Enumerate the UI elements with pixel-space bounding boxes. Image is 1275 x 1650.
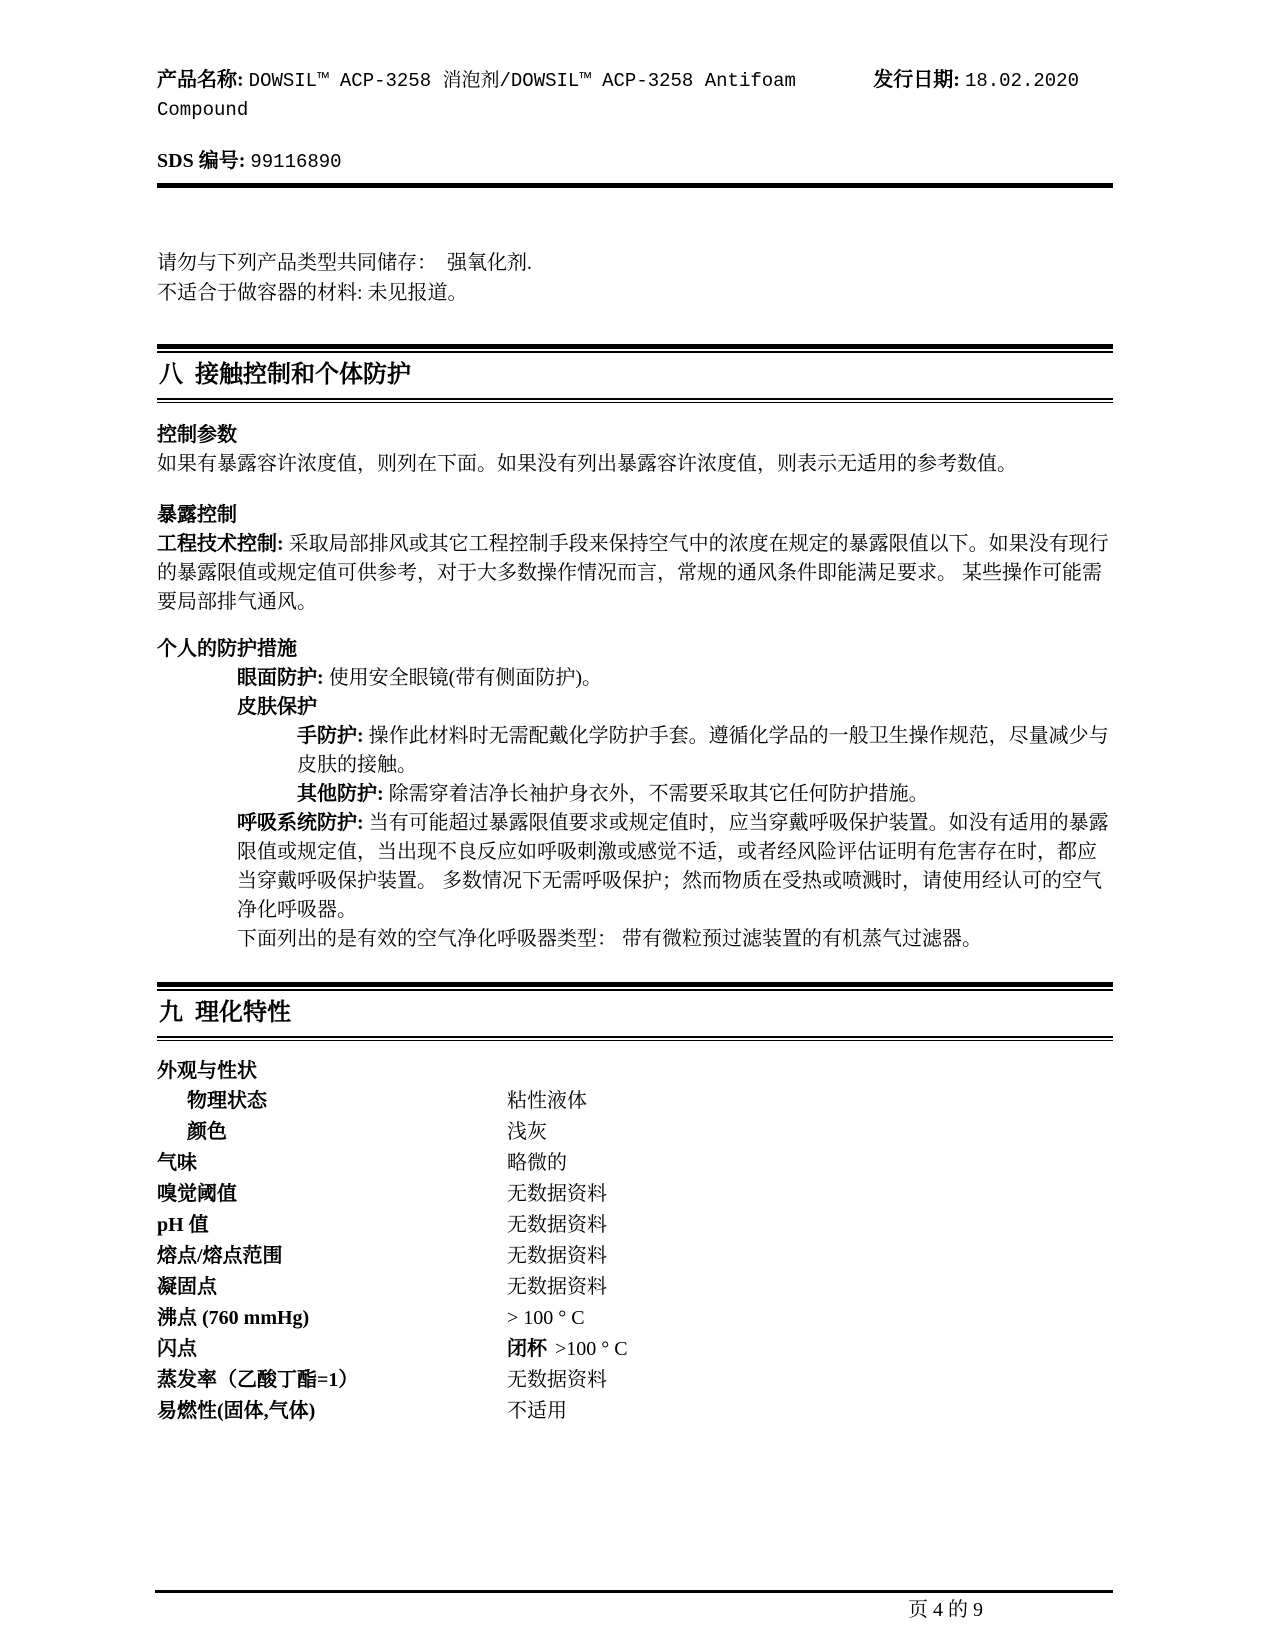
storage-note-line: 请勿与下列产品类型共同储存： 强氧化剂. (157, 252, 532, 274)
property-label: 沸点 (760 mmHg) (157, 1307, 310, 1329)
eye-protection-paragraph (237, 664, 1113, 693)
page-content (157, 0, 1113, 1427)
property-label: pH 值 (157, 1214, 209, 1236)
property-value: 不适用 (507, 1400, 567, 1422)
property-value: 无数据资料 (507, 1183, 607, 1205)
control-params-text: 如果有暴露容许浓度值，则列在下面。如果没有列出暴露容许浓度值，则表示无适用的参考数值。 (157, 453, 1017, 475)
eye-protection-text: 使用安全眼镜(带有侧面防护)。 (328, 667, 602, 689)
respiratory-protection-text: 当有可能超过暴露限值要求或规定值时，应当穿戴呼吸保护装置。如没有适用的暴露限值或规定值，当出现不良反应如呼吸刺激或感觉不适，或者经风险评估证明有危害存在时，都应当穿戴呼吸保护装置。 多数情况下无需呼吸保护；然而物质在受热或喷溅时，请使用经认可的空气净化呼吸器。 (237, 812, 1109, 921)
page-number: 页 4 的 9 (908, 1599, 983, 1621)
property-value: 无数据资料 (507, 1369, 607, 1391)
table-row (157, 1179, 1113, 1210)
product-name-block (157, 66, 857, 124)
flash-point-method: 闭杯 (507, 1338, 547, 1360)
skin-protection-heading: 皮肤保护 (237, 696, 317, 718)
eye-protection-label: 眼面防护: (237, 667, 324, 689)
sds-number-label: SDS 编号: (157, 150, 246, 172)
section-rule-top-thick (157, 982, 1113, 987)
personal-protection-heading: 个人的防护措施 (157, 638, 297, 660)
sds-number: 99116890 (250, 151, 342, 173)
respirator-note: 下面列出的是有效的空气净化呼吸器类型： 带有微粒预过滤装置的有机蒸气过滤器。 (237, 928, 982, 950)
section-rule-top-thick (157, 344, 1113, 349)
document-header (157, 66, 1113, 124)
property-label: 凝固点 (157, 1276, 217, 1298)
section8-title: 八 接触控制和个体防护 (159, 362, 411, 388)
property-value: 无数据资料 (507, 1276, 607, 1298)
property-value: 无数据资料 (507, 1245, 607, 1267)
product-name-label: 产品名称: (157, 69, 244, 91)
other-protection-paragraph (297, 780, 1113, 809)
property-value: > 100 ° C (507, 1307, 585, 1329)
sds-number-block (157, 148, 1113, 175)
section-rule-bottom-thick (157, 1036, 1113, 1038)
footer-rule (155, 1590, 1113, 1593)
control-params-heading: 控制参数 (157, 424, 237, 446)
property-value: 粘性液体 (507, 1090, 587, 1112)
table-row (157, 1210, 1113, 1241)
flash-point-value: >100 ° C (555, 1338, 628, 1360)
hand-protection-label: 手防护: (297, 725, 364, 747)
hand-protection-paragraph (297, 722, 1113, 780)
issue-date-block (873, 66, 1113, 124)
table-row (157, 1241, 1113, 1272)
section-rule-bottom-thin (157, 1040, 1113, 1041)
property-label: 蒸发率（乙酸丁酯=1） (157, 1369, 359, 1391)
table-row (157, 1272, 1113, 1303)
table-row (157, 1148, 1113, 1179)
header-rule (157, 183, 1113, 188)
engineering-control-label: 工程技术控制: (157, 533, 284, 555)
property-label: 颜色 (187, 1121, 227, 1143)
respiratory-protection-label: 呼吸系统防护: (237, 812, 364, 834)
table-row (157, 1365, 1113, 1396)
property-value: 浅灰 (507, 1121, 547, 1143)
issue-date-label: 发行日期: (873, 69, 960, 91)
property-label: 易燃性(固体,气体) (157, 1400, 316, 1422)
other-protection-label: 其他防护: (297, 783, 384, 805)
appearance-heading: 外观与性状 (157, 1060, 257, 1082)
property-label: 熔点/熔点范围 (157, 1245, 283, 1267)
property-value (507, 1334, 1113, 1365)
other-protection-text: 除需穿着洁净长袖护身衣外，不需要采取其它任何防护措施。 (388, 783, 929, 805)
property-label: 物理状态 (187, 1090, 267, 1112)
section-rule-bottom-thick (157, 398, 1113, 400)
engineering-control-text: 采取局部排风或其它工程控制手段来保持空气中的浓度在规定的暴露限值以下。如果没有现行的暴露限值或规定值可供参考，对于大多数操作情况而言，常规的通风条件即能满足要求。 某些操作可能需要局部排气通风。 (157, 533, 1109, 613)
property-label: 嗅觉阈值 (157, 1183, 237, 1205)
section-rule-bottom-thin (157, 402, 1113, 403)
section9-header (157, 982, 1113, 1041)
storage-note-line: 不适合于做容器的材料: 未见报道。 (157, 282, 468, 304)
storage-notes (157, 248, 1113, 308)
section9-title: 九 理化特性 (159, 1000, 291, 1026)
property-label: 气味 (157, 1152, 197, 1174)
exposure-control-heading: 暴露控制 (157, 504, 237, 526)
section8-header (157, 344, 1113, 403)
table-row (157, 1396, 1113, 1427)
property-value: 无数据资料 (507, 1214, 607, 1236)
table-row (157, 1117, 1113, 1148)
property-value: 略微的 (507, 1152, 567, 1174)
property-label: 闪点 (157, 1338, 197, 1360)
respiratory-protection-paragraph (237, 809, 1113, 925)
issue-date: 18.02.2020 (964, 70, 1079, 92)
engineering-control-paragraph (157, 530, 1113, 617)
table-row (157, 1334, 1113, 1365)
properties-table (157, 1086, 1113, 1427)
table-row (157, 1086, 1113, 1117)
product-name: DOWSIL™ ACP-3258 消泡剂/DOWSIL™ ACP-3258 Antifoam Compound (157, 70, 808, 121)
table-row (157, 1303, 1113, 1334)
hand-protection-text: 操作此材料时无需配戴化学防护手套。遵循化学品的一般卫生操作规范，尽量减少与皮肤的接触。 (297, 725, 1109, 776)
